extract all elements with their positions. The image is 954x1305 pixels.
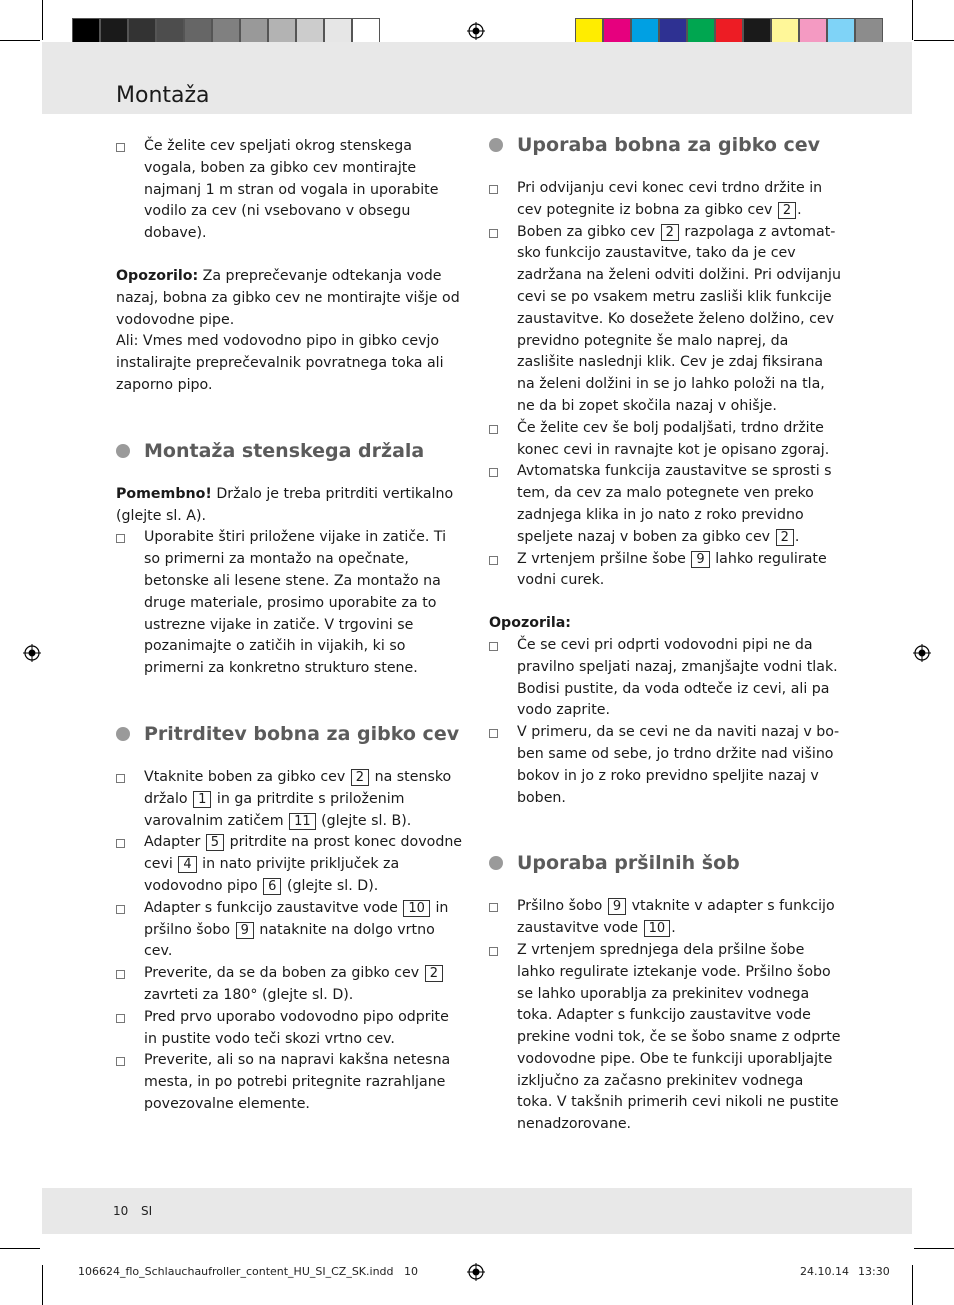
print-file-name: 106624_flo_Schlauchaufroller_content_HU_SI_CZ_SK.indd 10 [78,1265,418,1278]
part-reference: 2 [778,202,796,219]
section-heading: Montaža stenskega držala [116,439,466,463]
list-item: V primeru, da se cevi ne da naviti nazaj v boben same od sebe, jo trdno držite nad višino bokov in jo z roko previdno speljite nazaj v boben. [489,722,841,809]
bullet-square-icon [116,1057,125,1066]
bullet-square-icon [489,185,498,194]
list-item: Adapter s funkcijo zaustavitve vode 10 in pršilno šobo 9 nataknite na dolgo vrtno cev. [116,898,466,963]
print-time: 13:30 [858,1265,890,1278]
part-reference: 9 [608,898,626,915]
bullet-square-icon [489,947,498,956]
section-heading: Pritrditev bobna za gibko cev [116,722,466,746]
left-column [116,136,466,1116]
part-reference: 2 [425,965,443,982]
bullet-square-icon [489,468,498,477]
bullet-dot-icon [489,856,503,870]
list-item: Avtomatska funkcija zaustavitve se sprosti s tem, da cev za malo potegnete ven preko zadnjega klika in jo nato z roko previdno speljete nazaj v boben za gibko cev 2 . [489,461,841,548]
part-reference: 2 [351,769,369,786]
footer-band [42,1188,912,1234]
list-item: Preverite, ali so na napravi kakšna netesna mesta, in po potrebi pritegnite razrahljane povezovalne elemente. [116,1050,466,1115]
part-reference: 5 [206,834,224,851]
page-number: 10 [113,1204,129,1218]
crop-mark [42,1265,43,1305]
bullet-square-icon [116,774,125,783]
part-reference: 6 [263,878,281,895]
part-reference: 9 [236,922,254,939]
part-reference: 1 [193,791,211,808]
bullet-square-icon [489,556,498,565]
crop-mark [0,40,40,41]
list-item: Pršilno šobo 9 vtaknite v adapter s funkcijo zaustavitve vode 10 . [489,896,841,940]
bullet-square-icon [489,642,498,651]
list-item: Pred prvo uporabo vodovodno pipo odprite in pustite vodo teči skozi vrtno cev. [116,1007,466,1051]
warning-paragraph: Opozorilo: Za preprečevanje odtekanja vode nazaj, bobna za gibko cev ne montirajte višje od vodovodne pipe. [116,267,460,328]
bullet-square-icon [489,903,498,912]
part-reference: 4 [178,856,196,873]
crop-mark [914,40,954,41]
part-reference: 2 [661,224,679,241]
bullet-square-icon [489,229,498,238]
bullet-square-icon [116,970,125,979]
list-item: Če se cevi pri odprti vodovodni pipi ne da pravilno speljati nazaj, zmanjšajte vodni tlak. Bodisi pustite, da voda odteče iz cevi, ali pa vodo zaprite. [489,635,841,722]
registration-mark-icon [23,644,41,662]
list-item: Vtaknite boben za gibko cev 2 na stensko držalo 1 in ga pritrdite s priloženim varovalnim zatičem 11 (glejte sl. B). [116,767,466,832]
crop-mark [0,1248,40,1249]
registration-mark-icon [913,644,931,662]
list-item: Uporabite štiri priložene vijake in zatiče. Ti so primerni za montažo na opečnate, betonske ali lesene stene. Za montažo na druge materiale, prosimo uporabite za to ustrezne vijake in zatiče. V trgovini se pozanimajte o zatičih in vijakih, ki so primerni za konkretno strukturo stene. [116,527,466,680]
crop-mark [914,1248,954,1249]
part-reference: 10 [644,920,671,937]
language-code: SI [141,1204,153,1218]
registration-mark-icon [467,22,485,40]
list-item: Z vrtenjem pršilne šobe 9 lahko regulirate vodni curek. [489,549,841,593]
section-heading: Uporaba bobna za gibko cev [489,133,841,157]
warnings-label: Opozorila: [489,615,571,632]
bullet-square-icon [116,1014,125,1023]
bullet-square-icon [116,143,125,152]
print-date: 24.10.14 [800,1265,849,1278]
part-reference: 2 [776,529,794,546]
important-paragraph: Pomembno! Držalo je treba pritrditi vertikalno (glejte sl. A). [116,485,454,524]
bullet-square-icon [116,905,125,914]
list-item: Če želite cev še bolj podaljšati, trdno držite konec cevi in ravnajte kot je opisano zgoraj. [489,418,841,462]
list-item: Pri odvijanju cevi konec cevi trdno držite in cev potegnite iz bobna za gibko cev 2 . [489,178,841,222]
list-item: Boben za gibko cev 2 razpolaga z avtomatsko funkcijo zaustavitve, tako da je cev zadržana na želeni odviti dolžini. Pri odvijanju cevi se po vsakem metru zasliši klik funkcije zaustavitve. Ko dosežete želeno dolžino, cev previdno potegnite še malo naprej, da zaslišite naslednji klik. Cev je zdaj fiksirana na želeni dolžini in se jo lahko položi na tla, ne da bi zopet skočila nazaj v ohišje. [489,222,841,418]
bullet-dot-icon [116,727,130,741]
crop-mark [42,0,43,40]
bullet-dot-icon [116,444,130,458]
warning-paragraph: Ali: Vmes med vodovodno pipo in gibko cevjo instalirajte preprečevalnik povratnega toka ali zaporno pipo. [116,333,444,393]
list-item: Če želite cev speljati okrog stenskega vogala, boben za gibko cev montirajte najmanj 1 m stran od vogala in uporabite vodilo za cev (ni vsebovano v obsegu dobave). [116,136,466,245]
part-reference: 9 [691,551,709,568]
crop-mark [912,0,913,40]
bullet-square-icon [489,425,498,434]
registration-mark-icon [467,1263,485,1281]
list-item: Adapter 5 pritrdite na prost konec dovodne cevi 4 in nato privijte priključek za vodovodno pipo 6 (glejte sl. D). [116,832,466,897]
crop-mark [912,1265,913,1305]
bullet-dot-icon [489,138,503,152]
bullet-square-icon [116,534,125,543]
part-reference: 10 [403,900,430,917]
bullet-square-icon [116,839,125,848]
page-title: Montaža [116,83,210,108]
list-item: Preverite, da se da boben za gibko cev 2 zavrteti za 180° (glejte sl. D). [116,963,466,1007]
bullet-square-icon [489,729,498,738]
part-reference: 11 [289,813,316,830]
right-column [489,133,841,1136]
list-item: Z vrtenjem sprednjega dela pršilne šobe lahko regulirate iztekanje vode. Pršilno šobo se lahko uporablja za prekinitev vodnega toka. Adapter s funkcijo zaustavitve vode prekine vodni tok, če se šobo sname z odprte vodovodne pipe. Obe te funkciji uporabljajte izključno za začasno prekinitev vodnega toka. V takšnih primerih cevi nikoli ne pustite nenadzorovane. [489,940,841,1136]
section-heading: Uporaba pršilnih šob [489,851,841,875]
